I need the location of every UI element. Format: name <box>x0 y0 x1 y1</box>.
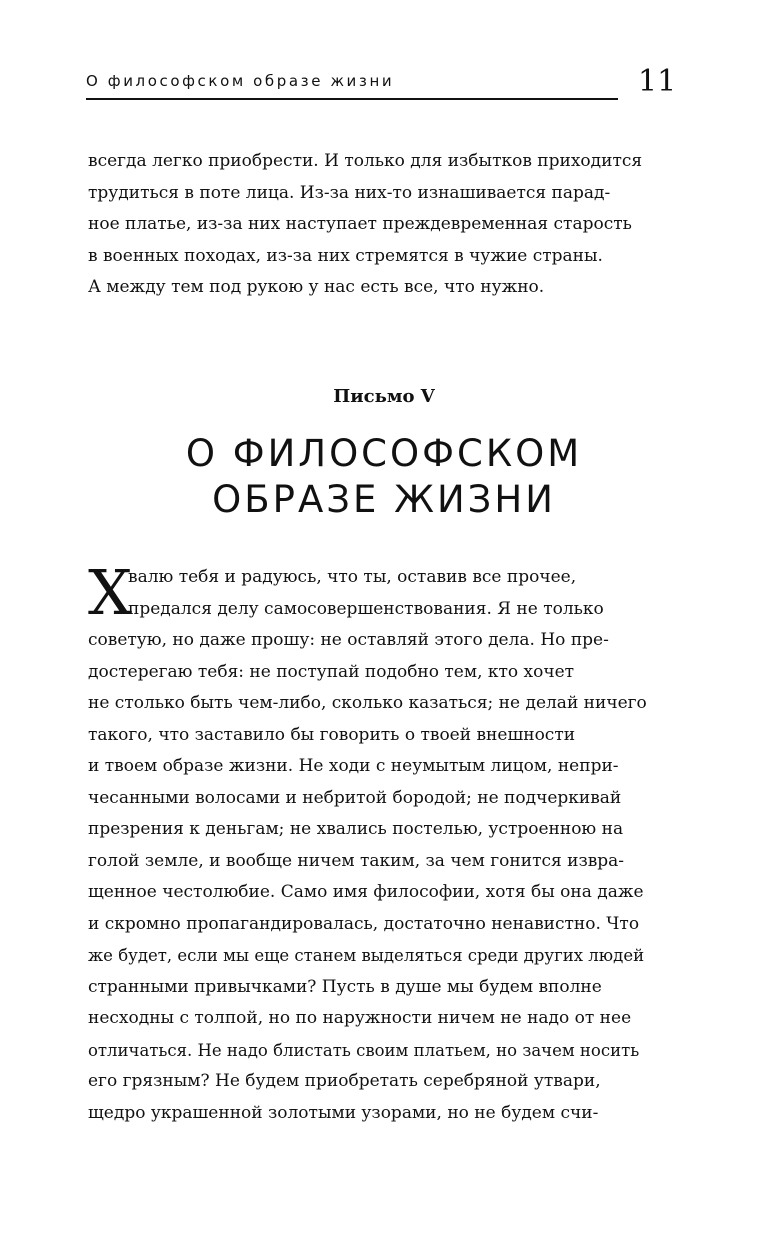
running-head: О философском образе жизни <box>86 72 395 90</box>
text-line: несходны с толпой, но по наружности ничем не надо от нее <box>88 1008 632 1028</box>
text-line: его грязным? Не будем приобретать серебряной утвари, <box>88 1071 601 1091</box>
text-line: валю тебя и радуюсь, что ты, оставив все прочее, <box>128 567 577 587</box>
text-line: же будет, если мы еще станем выделяться среди других людей <box>88 946 645 965</box>
text-line: чесанными волосами и небритой бородой; не подчеркивай <box>88 787 622 808</box>
text-line: ное платье, из-за них наступает преждевременная старость <box>88 214 632 234</box>
page-number: 11 <box>638 64 677 99</box>
text-line: презрения к деньгам; не хвались постелью, устроенною на <box>88 819 624 839</box>
text-line: щенное честолюбие. Само имя философии, хотя бы она даже <box>88 882 644 902</box>
drop-cap: Х <box>88 556 133 629</box>
text-line: советую, но даже прошу: не оставляй этого дела. Но пре- <box>88 630 609 650</box>
header-rule <box>86 98 618 100</box>
text-line: достерегаю тебя: не поступай подобно тем, кто хочет <box>88 661 575 682</box>
text-line: и скромно пропагандировалась, достаточно ненавистно. Что <box>88 913 640 934</box>
text-line: трудиться в поте лица. Из-за них-то изнашивается парад- <box>88 182 611 203</box>
intro-paragraph <box>88 146 648 304</box>
text-line: всегда легко приобрести. И только для избытков приходится <box>88 151 643 171</box>
text-line: не столько быть чем-либо, сколько казаться; не делай ничего <box>88 693 647 713</box>
text-line: и твоем образе жизни. Не ходи с неумытым лицом, непри- <box>88 756 619 776</box>
text-line: щедро украшенной золотыми узорами, но не будем счи- <box>88 1102 599 1123</box>
letter-body <box>88 556 654 1129</box>
text-line: предался делу самосовершенствования. Я не только <box>128 598 604 619</box>
text-line: голой земле, и вообще ничем таким, за чем гонится извра- <box>88 850 625 871</box>
letter-number: Письмо V <box>333 386 435 407</box>
text-line: странными привычками? Пусть в душе мы будем вполне <box>88 976 602 997</box>
text-line: в военных походах, из-за них стремятся в чужие страны. <box>88 245 603 266</box>
chapter-title-line-1: О ФИЛОСОФСКОМ <box>185 432 583 475</box>
chapter-title-line-2: ОБРАЗЕ ЖИЗНИ <box>212 478 556 521</box>
text-line: такого, что заставило бы говорить о твоей внешности <box>88 724 576 745</box>
text-line: А между тем под рукою у нас есть все, что нужно. <box>88 277 545 297</box>
text-line: отличаться. Не надо блистать своим платьем, но зачем носить <box>88 1040 640 1060</box>
